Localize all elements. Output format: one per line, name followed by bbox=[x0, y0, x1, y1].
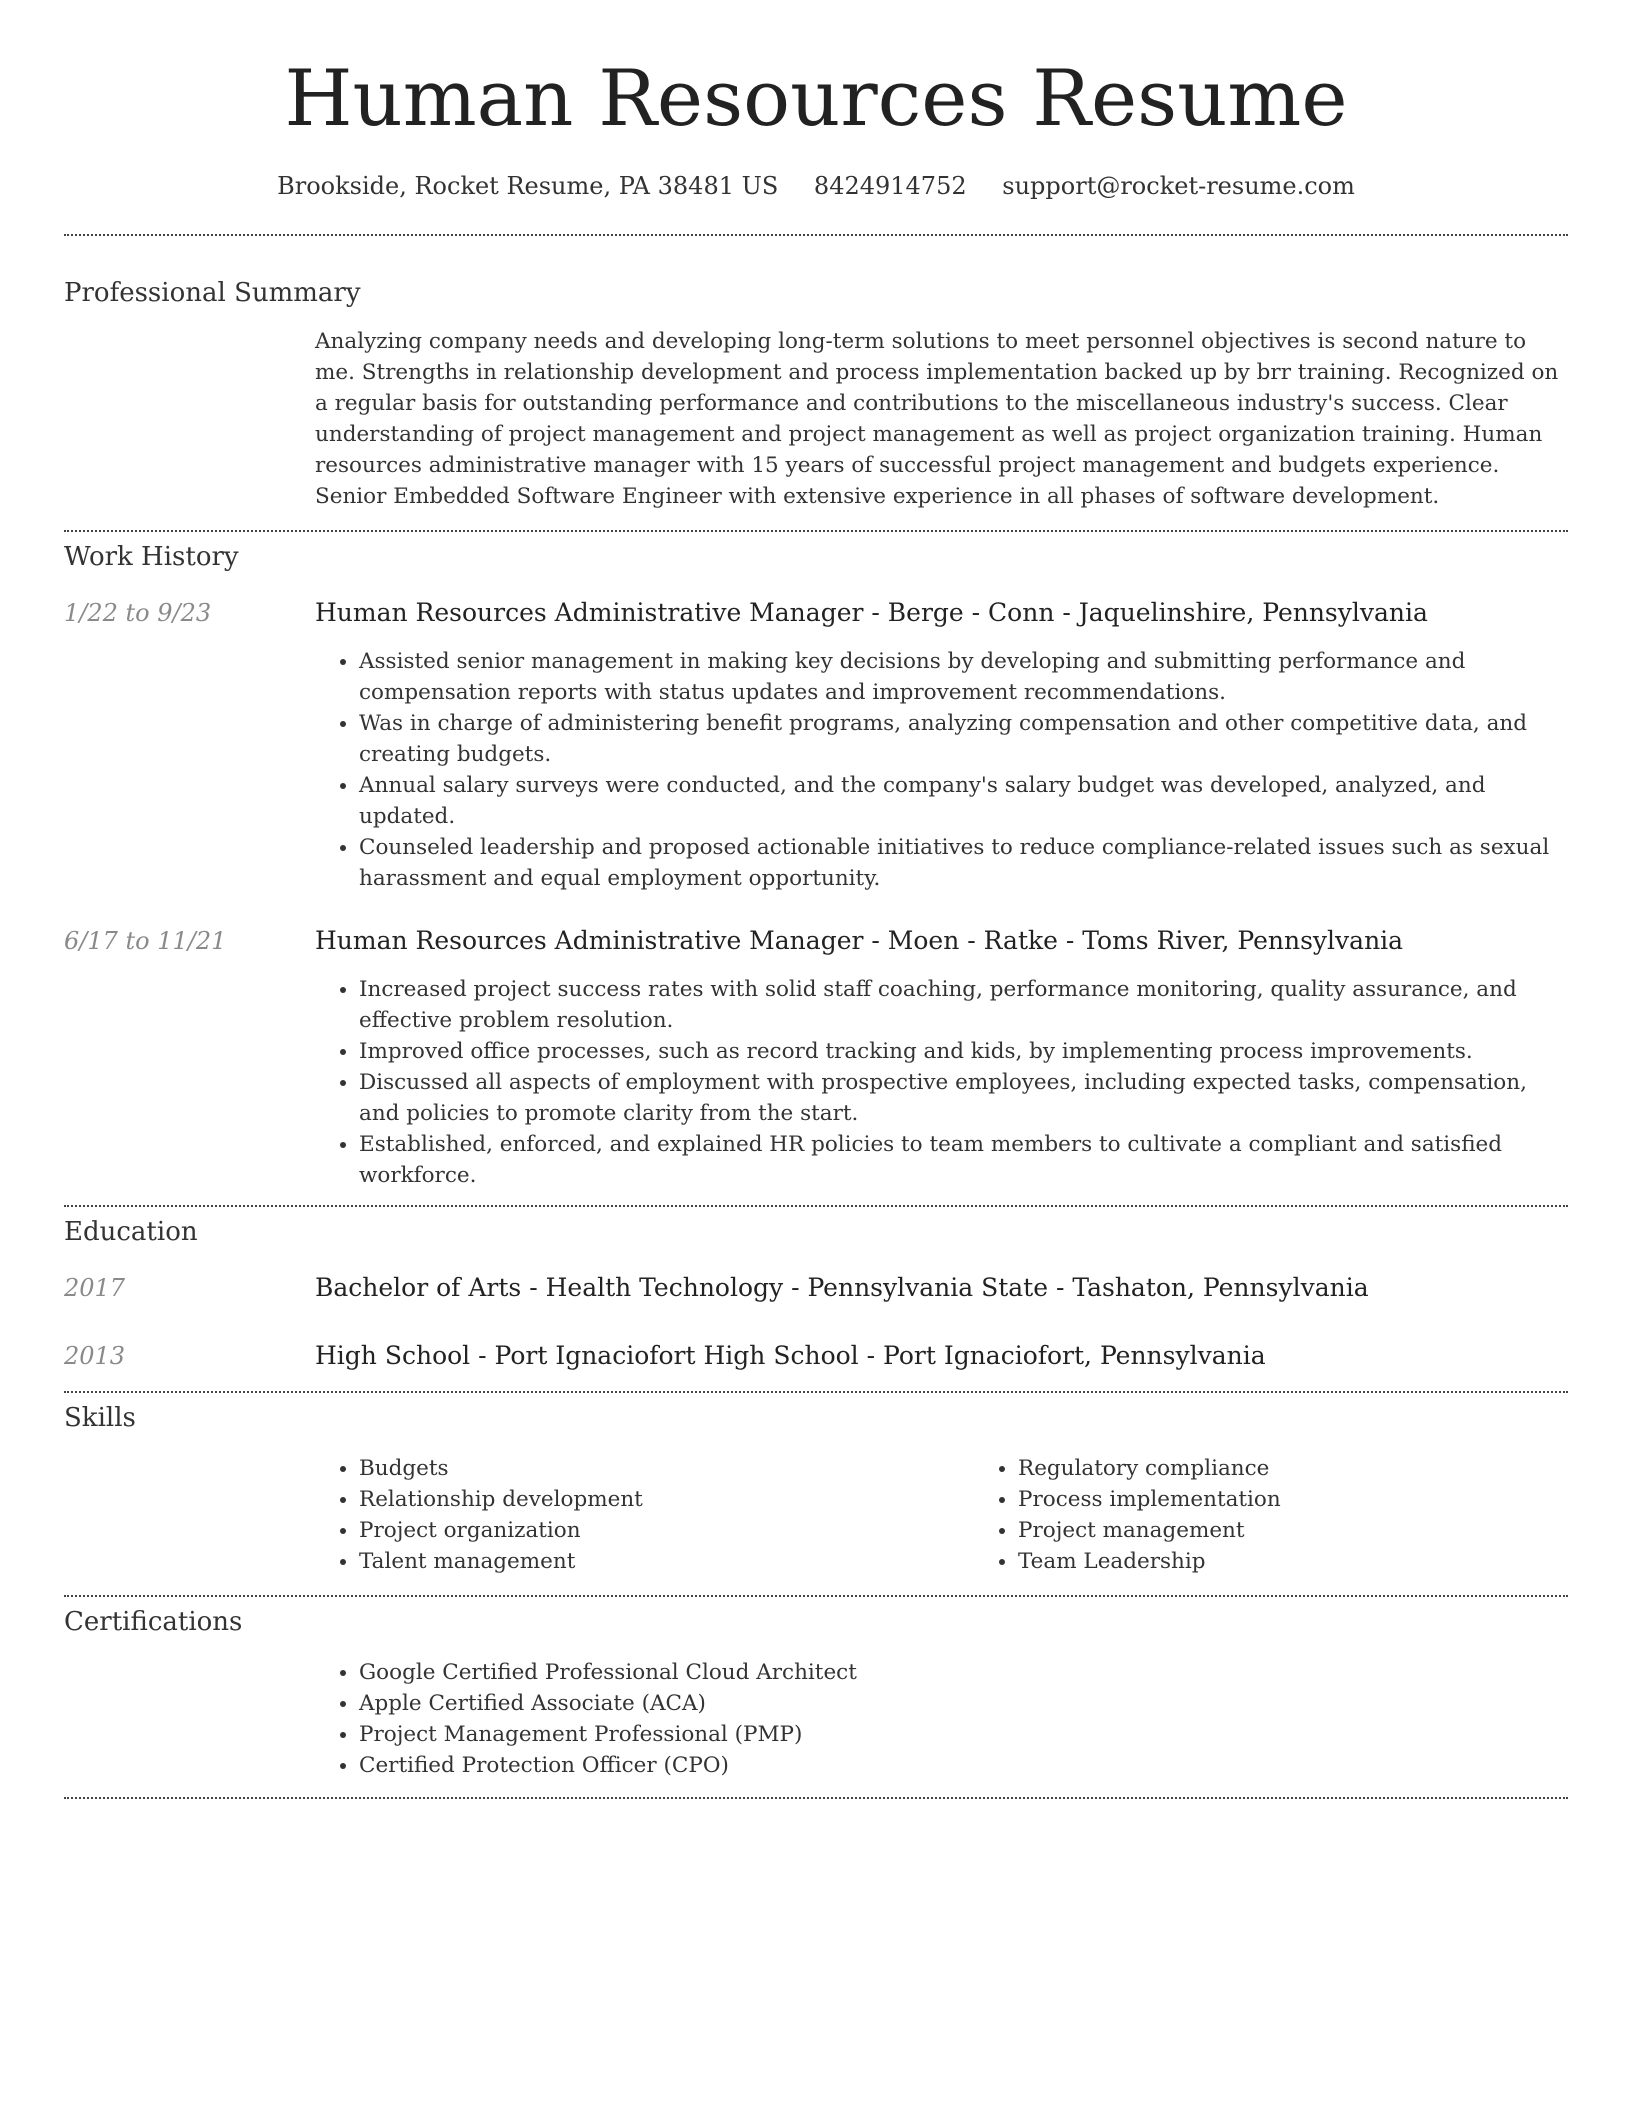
skill-item: • Project management bbox=[1018, 1515, 1632, 1546]
education-year: 2017 bbox=[64, 1274, 126, 1302]
contact-email: support@rocket-resume.com bbox=[1002, 172, 1355, 200]
summary-section bbox=[64, 278, 1568, 512]
divider bbox=[64, 1595, 1568, 1597]
job-entry bbox=[64, 598, 1568, 894]
job-bullet: • Was in charge of administering benefit programs, analyzing compensation and other competitive data, and creating budgets. bbox=[359, 708, 1568, 770]
education-entry bbox=[64, 1341, 1568, 1371]
divider bbox=[64, 1797, 1568, 1799]
certification-item: • Apple Certified Associate (ACA) bbox=[359, 1688, 1568, 1719]
education-year: 2013 bbox=[64, 1342, 126, 1370]
certification-item: • Project Management Professional (PMP) bbox=[359, 1719, 1568, 1750]
divider bbox=[64, 530, 1568, 532]
skills-list-left bbox=[315, 1453, 974, 1577]
certification-item: • Google Certified Professional Cloud Architect bbox=[359, 1657, 1568, 1688]
education-entry bbox=[64, 1273, 1568, 1303]
contact-address: Brookside, Rocket Resume, PA 38481 US bbox=[277, 172, 779, 200]
skill-item: • Talent management bbox=[359, 1546, 974, 1577]
job-bullets bbox=[315, 646, 1568, 894]
skill-item: • Process implementation bbox=[1018, 1484, 1632, 1515]
job-bullet: • Established, enforced, and explained HR policies to team members to cultivate a compliant and satisfied workforce. bbox=[359, 1129, 1568, 1191]
job-bullet: • Increased project success rates with solid staff coaching, performance monitoring, quality assurance, and effective problem resolution. bbox=[359, 974, 1568, 1036]
skill-item: • Team Leadership bbox=[1018, 1546, 1632, 1577]
skill-item: • Relationship development bbox=[359, 1484, 974, 1515]
job-bullet: • Assisted senior management in making key decisions by developing and submitting performance and compensation reports with status updates and improvement recommendations. bbox=[359, 646, 1568, 708]
job-bullet: • Counseled leadership and proposed actionable initiatives to reduce compliance-related issues such as sexual harassment and equal employment opportunity. bbox=[359, 832, 1568, 894]
divider bbox=[64, 234, 1568, 236]
section-title-certifications: Certifications bbox=[64, 1607, 243, 1637]
job-dates: 6/17 to 11/21 bbox=[64, 927, 227, 955]
job-entry bbox=[64, 926, 1568, 1191]
section-title-skills: Skills bbox=[64, 1403, 136, 1433]
job-bullet: • Improved office processes, such as record tracking and kids, by implementing process improvements. bbox=[359, 1036, 1568, 1067]
work-history-section bbox=[64, 542, 1568, 1191]
resume-page bbox=[64, 0, 1568, 1799]
skill-item: • Budgets bbox=[359, 1453, 974, 1484]
certifications-section bbox=[64, 1607, 1568, 1781]
section-title-work-history: Work History bbox=[64, 542, 239, 572]
certification-item: • Certified Protection Officer (CPO) bbox=[359, 1750, 1568, 1781]
job-bullet: • Discussed all aspects of employment with prospective employees, including expected tasks, compensation, and policies to promote clarity from the start. bbox=[359, 1067, 1568, 1129]
education-text: High School - Port Ignaciofort High School - Port Ignaciofort, Pennsylvania bbox=[315, 1341, 1266, 1370]
job-bullets bbox=[315, 974, 1568, 1191]
skills-section bbox=[64, 1403, 1568, 1577]
skill-item: • Regulatory compliance bbox=[1018, 1453, 1632, 1484]
education-section bbox=[64, 1217, 1568, 1371]
job-dates: 1/22 to 9/23 bbox=[64, 599, 212, 627]
section-title-summary: Professional Summary bbox=[64, 278, 361, 308]
contact-line bbox=[64, 172, 1568, 200]
job-bullet: • Annual salary surveys were conducted, and the company's salary budget was developed, analyzed, and updated. bbox=[359, 770, 1568, 832]
skills-list-right bbox=[974, 1453, 1632, 1577]
job-title: Human Resources Administrative Manager - Moen - Ratke - Toms River, Pennsylvania bbox=[315, 926, 1404, 955]
certifications-list bbox=[315, 1657, 1568, 1781]
education-text: Bachelor of Arts - Health Technology - Pennsylvania State - Tashaton, Pennsylvania bbox=[315, 1273, 1369, 1302]
resume-name: Human Resources Resume bbox=[284, 54, 1348, 144]
divider bbox=[64, 1205, 1568, 1207]
section-title-education: Education bbox=[64, 1217, 198, 1247]
contact-phone: 8424914752 bbox=[813, 172, 967, 200]
summary-text: Analyzing company needs and developing long-term solutions to meet personnel objectives is second nature to me. Strengths in relationship development and process implementation backed up by brr training. Recognized on a regular basis for outstanding performance and contributions to the miscellaneous industry's success. Clear understanding of project management and project management as well as project organization training. Human resources administrative manager with 15 years of successful project management and budgets experience. Senior Embedded Software Engineer with extensive experience in all phases of software development. bbox=[315, 329, 1559, 509]
divider bbox=[64, 1391, 1568, 1393]
skill-item: • Project organization bbox=[359, 1515, 974, 1546]
job-title: Human Resources Administrative Manager - Berge - Conn - Jaquelinshire, Pennsylvania bbox=[315, 598, 1428, 627]
